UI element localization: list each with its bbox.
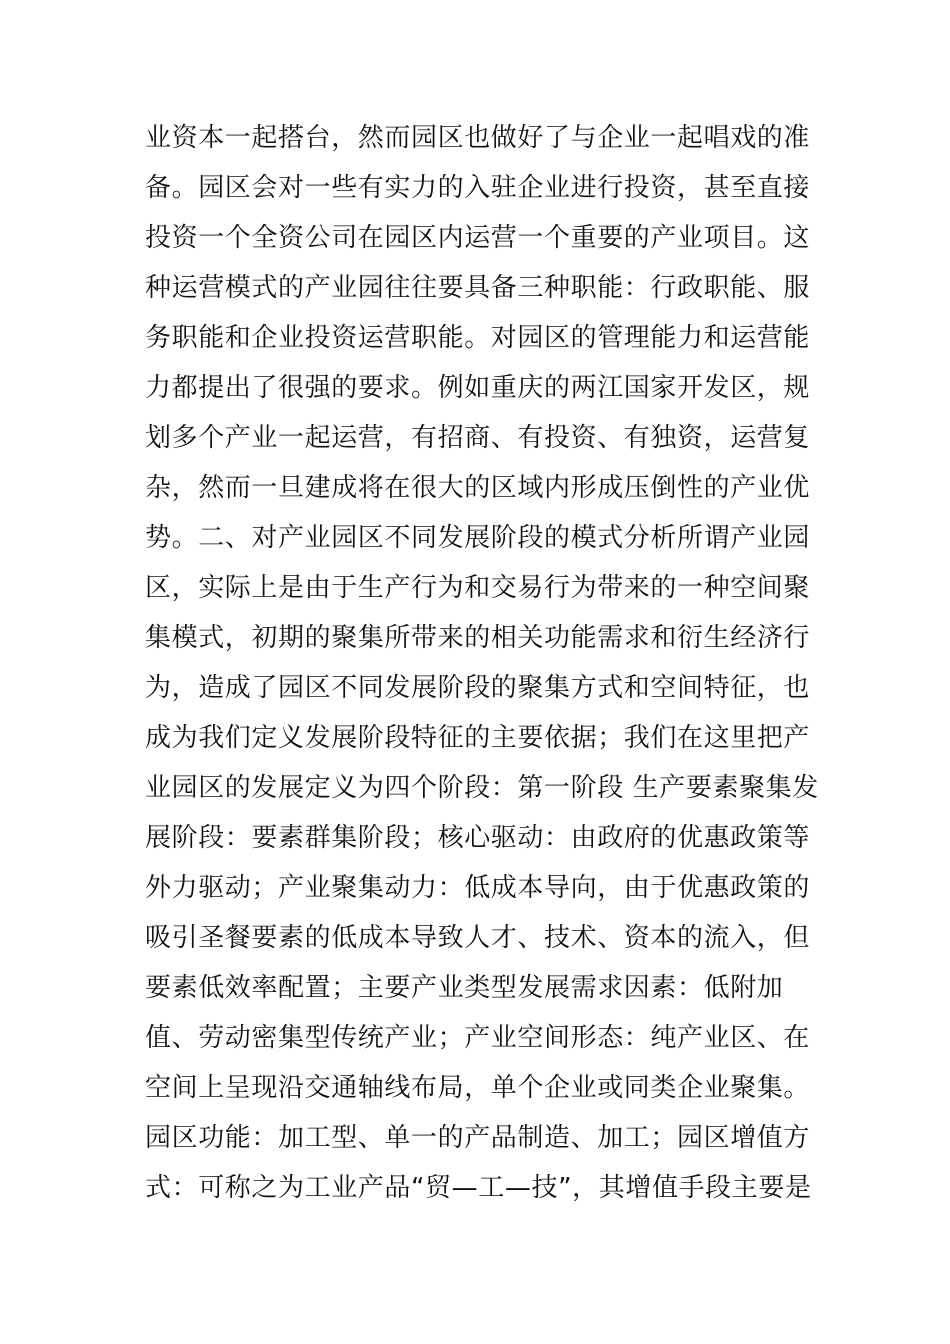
text-line: 势。二、对产业园区不同发展阶段的模式分析所谓产业园 xyxy=(145,523,811,553)
text-line: 为，造成了园区不同发展阶段的聚集方式和空间特征，也 xyxy=(145,673,811,703)
text-line: 力都提出了很强的要求。例如重庆的两江国家开发区，规 xyxy=(145,373,811,403)
text-line: 划多个产业一起运营，有招商、有投资、有独资，运营复 xyxy=(145,423,811,453)
text-line: 杂，然而一旦建成将在很大的区域内形成压倒性的产业优 xyxy=(145,473,811,503)
text-line: 成为我们定义发展阶段特征的主要依据；我们在这里把产 xyxy=(145,723,811,753)
text-line: 空间上呈现沿交通轴线布局，单个企业或同类企业聚集。 xyxy=(145,1073,811,1103)
text-line: 业资本一起搭台，然而园区也做好了与企业一起唱戏的准 xyxy=(145,123,811,153)
text-line: 外力驱动；产业聚集动力：低成本导向，由于优惠政策的 xyxy=(145,873,811,903)
body-text xyxy=(145,113,825,1213)
text-line: 务职能和企业投资运营职能。对园区的管理能力和运营能 xyxy=(145,323,811,353)
text-line: 值、劳动密集型传统产业；产业空间形态：纯产业区、在 xyxy=(145,1023,811,1053)
text-line: 式：可称之为工业产品“贸—工—技”，其增值手段主要是 xyxy=(145,1173,812,1203)
text-line: 园区功能：加工型、单一的产品制造、加工；园区增值方 xyxy=(145,1123,811,1153)
text-line: 备。园区会对一些有实力的入驻企业进行投资，甚至直接 xyxy=(145,173,811,203)
text-line: 吸引圣餐要素的低成本导致人才、技术、资本的流入，但 xyxy=(145,923,811,953)
text-line: 展阶段：要素群集阶段；核心驱动：由政府的优惠政策等 xyxy=(145,823,811,853)
text-line: 业园区的发展定义为四个阶段：第一阶段 生产要素聚集发 xyxy=(145,773,819,803)
text-line: 集模式，初期的聚集所带来的相关功能需求和衍生经济行 xyxy=(145,623,811,653)
text-line: 种运营模式的产业园往往要具备三种职能：行政职能、服 xyxy=(145,273,811,303)
text-line: 投资一个全资公司在园区内运营一个重要的产业项目。这 xyxy=(145,223,811,253)
text-line: 区，实际上是由于生产行为和交易行为带来的一种空间聚 xyxy=(145,573,811,603)
text-line: 要素低效率配置；主要产业类型发展需求因素：低附加 xyxy=(145,973,784,1003)
